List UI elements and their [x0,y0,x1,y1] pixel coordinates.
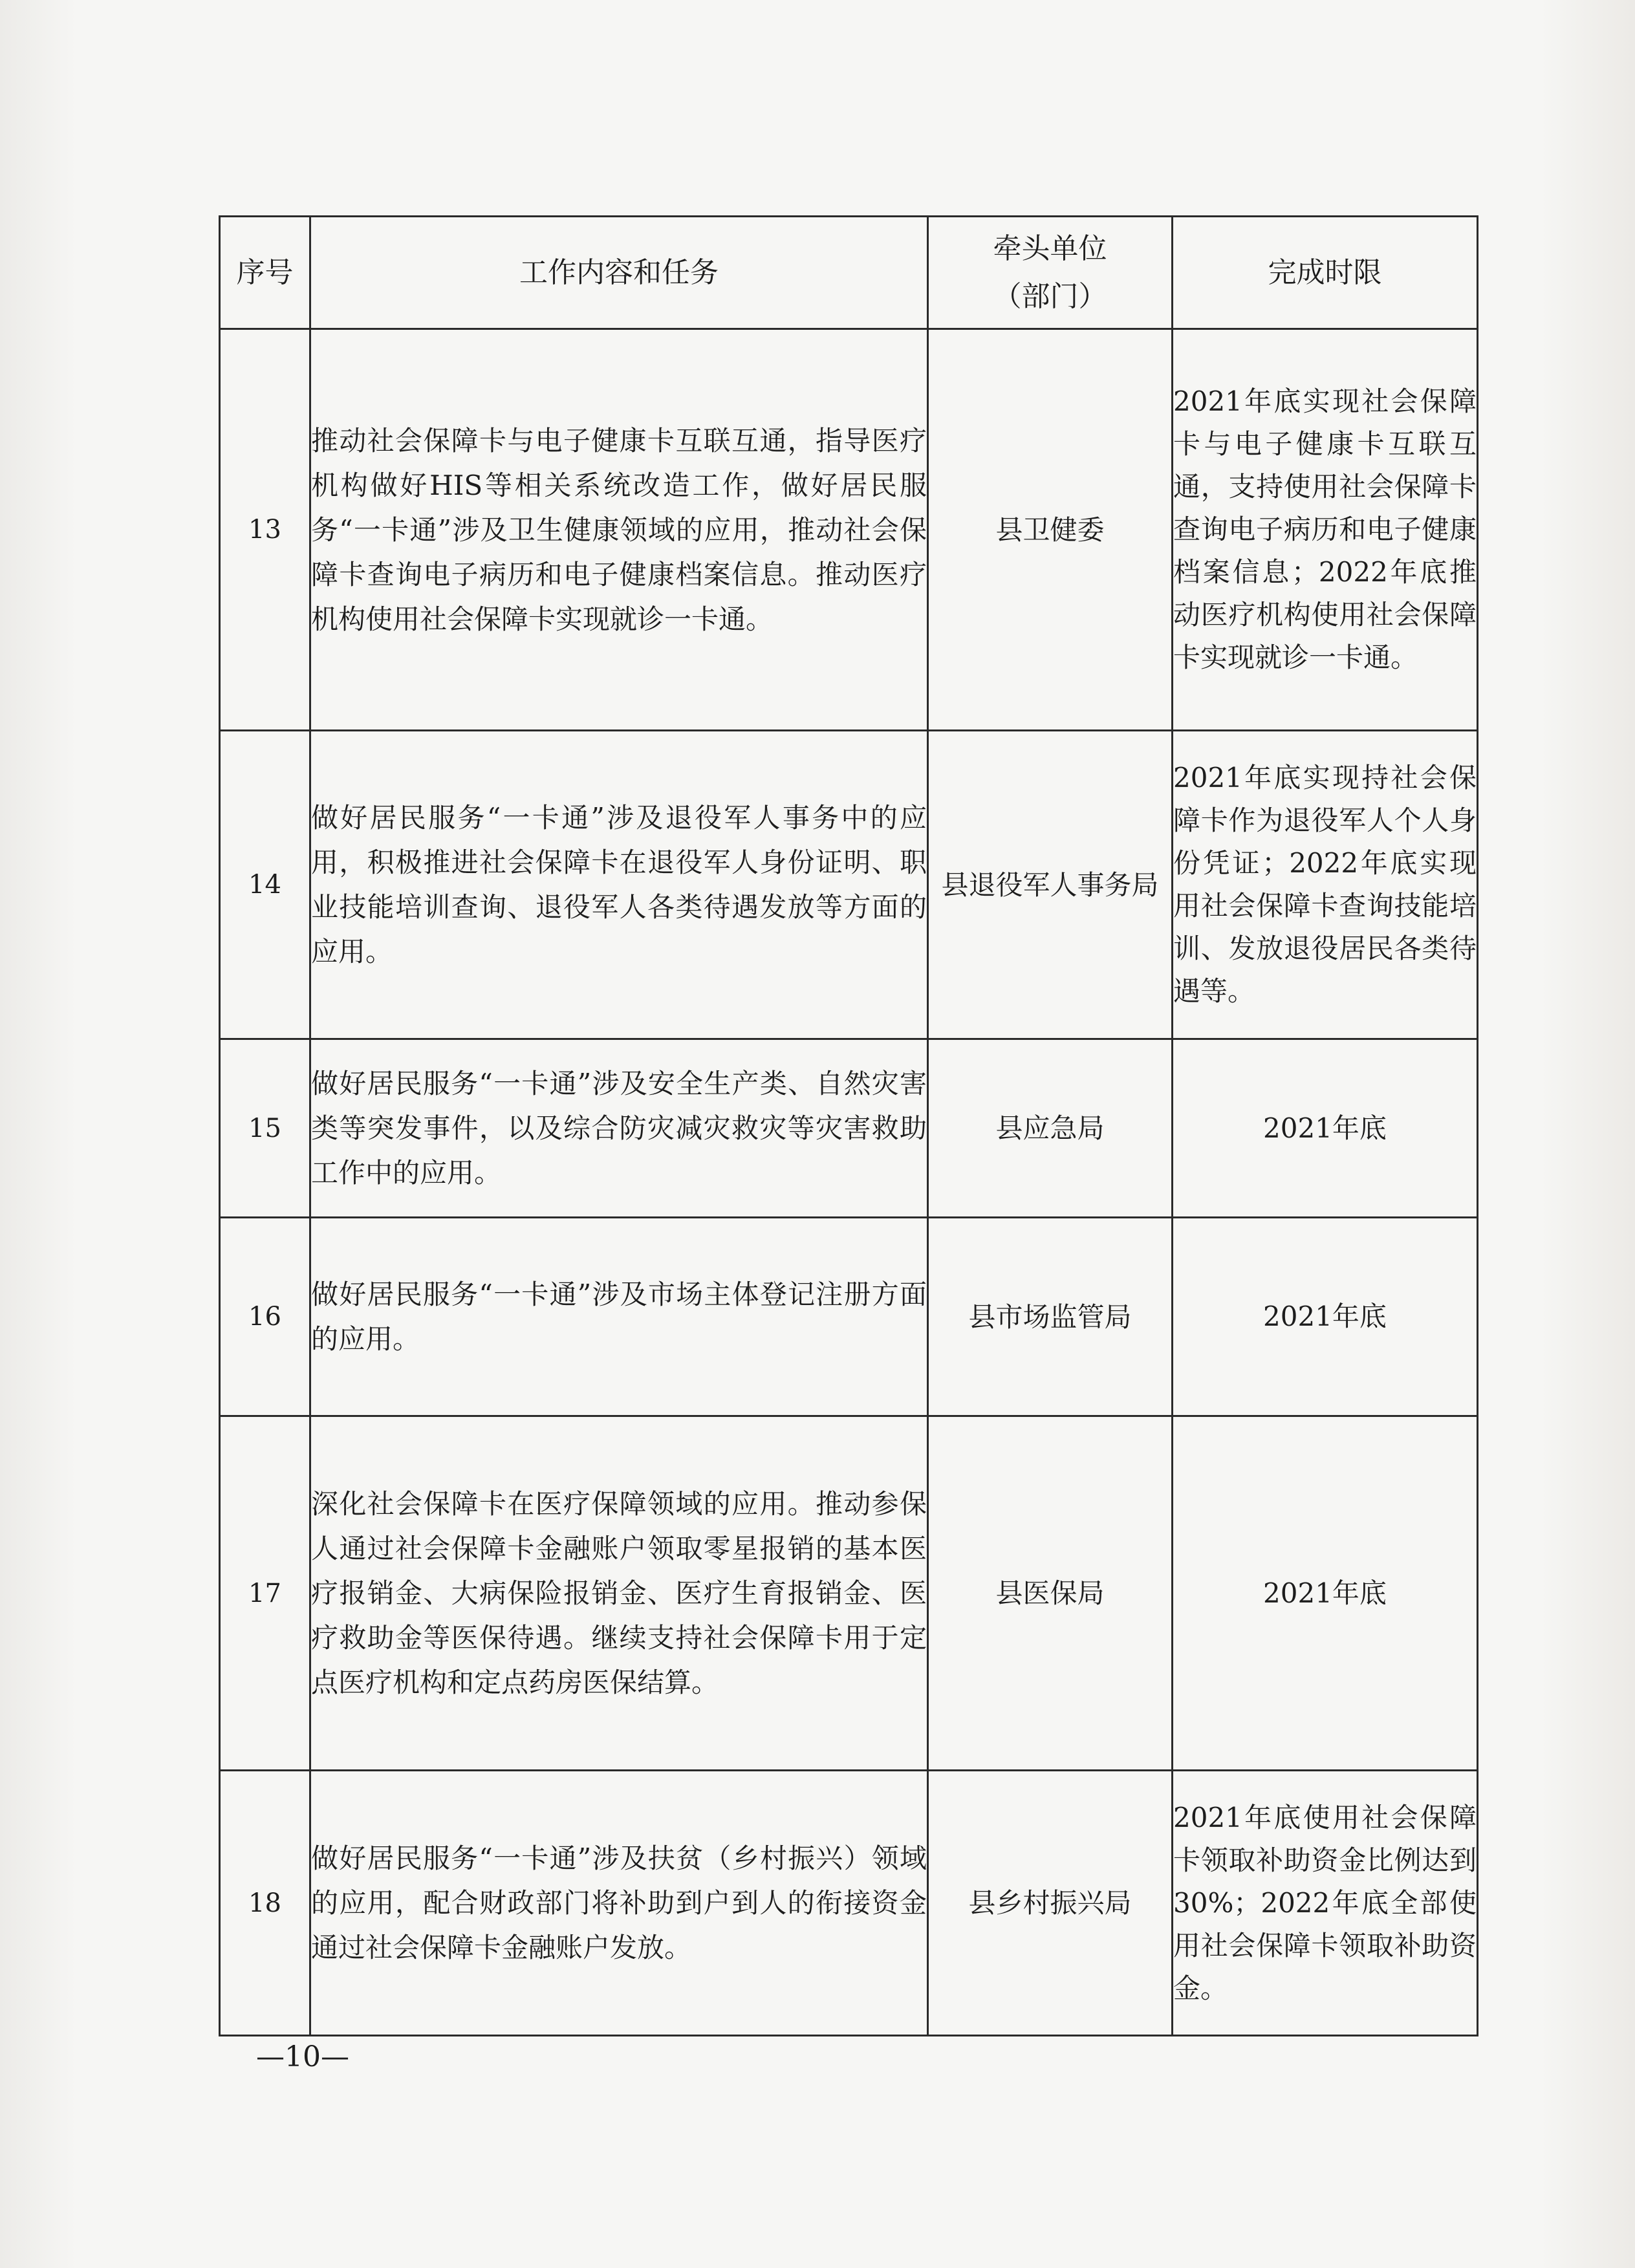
row-18-content: 做好居民服务“一卡通”涉及扶贫（乡村振兴）领域的应用，配合财政部门将补助到户到人的衔接资金通过社会保障卡金融账户发放。 [310,1771,928,2036]
row-16-dept: 县市场监管局 [928,1218,1173,1416]
row-17-no: 17 [220,1416,310,1771]
table-row [220,1039,1478,1218]
header-no: 序号 [220,217,310,329]
header-content: 工作内容和任务 [310,217,928,329]
row-18-no: 18 [220,1771,310,2036]
row-15-dept: 县应急局 [928,1039,1173,1218]
table-header-row [220,217,1478,329]
row-14-deadline: 2021年底实现持社会保障卡作为退役军人个人身份凭证；2022年底实现用社会保障卡查询技能培训、发放退役居民各类待遇等。 [1173,731,1478,1039]
table-row [220,1218,1478,1416]
row-16-deadline: 2021年底 [1173,1218,1478,1416]
table-row [220,329,1478,731]
header-deadline: 完成时限 [1173,217,1478,329]
row-13-deadline: 2021年底实现社会保障卡与电子健康卡互联互通，支持使用社会保障卡查询电子病历和电子健康档案信息；2022年底推动医疗机构使用社会保障卡实现就诊一卡通。 [1173,329,1478,731]
header-dept-line1: 牵头单位 [993,232,1107,265]
row-15-no: 15 [220,1039,310,1218]
row-17-deadline: 2021年底 [1173,1416,1478,1771]
table-row [220,731,1478,1039]
row-18-deadline: 2021年底使用社会保障卡领取补助资金比例达到30%；2022年底全部使用社会保障卡领取补助资金。 [1173,1771,1478,2036]
header-dept-line2: （部门） [993,279,1107,313]
row-13-no: 13 [220,329,310,731]
row-15-content: 做好居民服务“一卡通”涉及安全生产类、自然灾害类等突发事件，以及综合防灾减灾救灾等灾害救助工作中的应用。 [310,1039,928,1218]
row-16-no: 16 [220,1218,310,1416]
row-15-deadline: 2021年底 [1173,1039,1478,1218]
row-14-no: 14 [220,731,310,1039]
row-13-dept: 县卫健委 [928,329,1173,731]
row-18-dept: 县乡村振兴局 [928,1771,1173,2036]
table-row [220,1416,1478,1771]
row-16-content: 做好居民服务“一卡通”涉及市场主体登记注册方面的应用。 [310,1218,928,1416]
row-17-content: 深化社会保障卡在医疗保障领域的应用。推动参保人通过社会保障卡金融账户领取零星报销的基本医疗报销金、大病保险报销金、医疗生育报销金、医疗救助金等医保待遇。继续支持社会保障卡用于定点医疗机构和定点药房医保结算。 [310,1416,928,1771]
row-13-content: 推动社会保障卡与电子健康卡互联互通，指导医疗机构做好HIS等相关系统改造工作，做好居民服务“一卡通”涉及卫生健康领域的应用，推动社会保障卡查询电子病历和电子健康档案信息。推动医疗机构使用社会保障卡实现就诊一卡通。 [310,329,928,731]
row-17-dept: 县医保局 [928,1416,1173,1771]
row-14-dept: 县退役军人事务局 [928,731,1173,1039]
task-table [219,215,1478,2036]
table-row [220,1771,1478,2036]
header-dept [928,217,1173,329]
page-number: —10— [256,2040,349,2073]
row-14-content: 做好居民服务“一卡通”涉及退役军人事务中的应用，积极推进社会保障卡在退役军人身份证明、职业技能培训查询、退役军人各类待遇发放等方面的应用。 [310,731,928,1039]
